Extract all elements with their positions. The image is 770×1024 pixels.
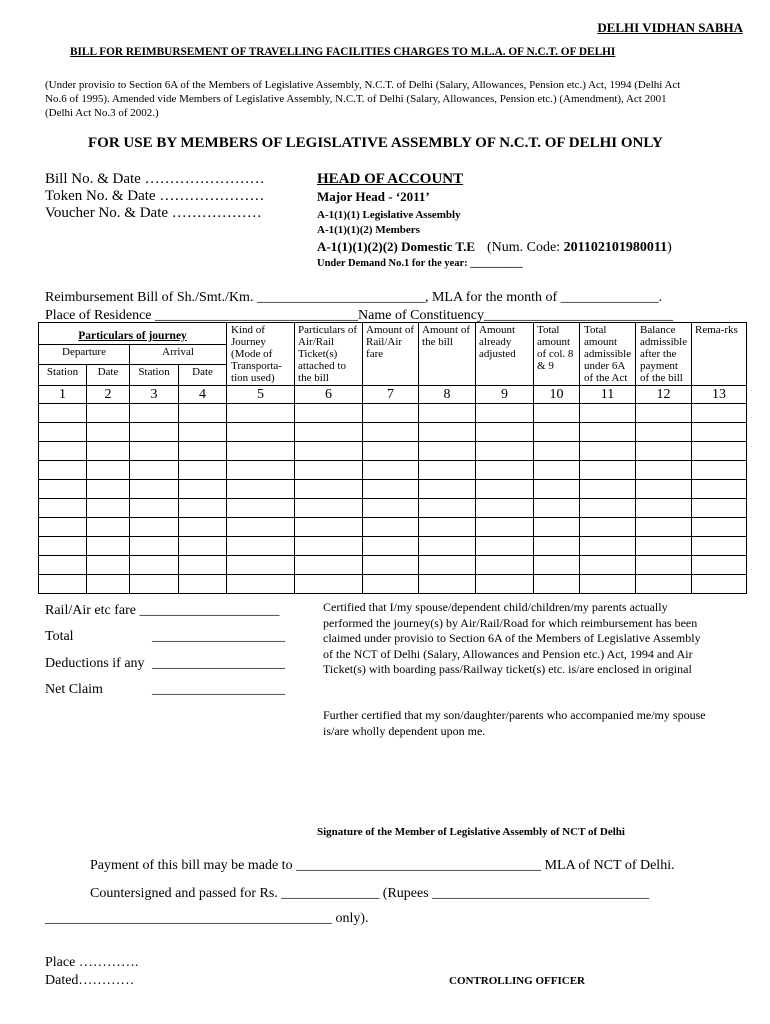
bill-title: BILL FOR REIMBURSEMENT OF TRAVELLING FACILITIES CHARGES TO M.L.A. OF N.C.T. OF DELHI — [70, 46, 616, 58]
org-name: DELHI VIDHAN SABHA — [597, 20, 743, 35]
table-cell[interactable] — [130, 461, 179, 480]
net-claim-blank[interactable]: ___________________ — [152, 682, 285, 697]
table-row — [39, 537, 747, 556]
table-cell[interactable] — [363, 499, 419, 518]
table-cell[interactable] — [363, 423, 419, 442]
table-row — [39, 518, 747, 537]
table-cell[interactable] — [179, 480, 227, 499]
table-row — [39, 442, 747, 461]
table-cell[interactable] — [476, 423, 534, 442]
table-cell[interactable] — [580, 461, 636, 480]
table-cell[interactable] — [227, 556, 295, 575]
journey-table — [38, 322, 747, 594]
table-cell[interactable] — [476, 575, 534, 594]
table-cell[interactable] — [692, 556, 747, 575]
col-number: 1 — [39, 386, 87, 404]
table-cell[interactable] — [363, 556, 419, 575]
particulars-label: Particulars of journey — [78, 329, 187, 342]
table-cell[interactable] — [692, 575, 747, 594]
controlling-officer: CONTROLLING OFFICER — [449, 975, 585, 987]
num-code-suffix: ) — [667, 240, 672, 255]
major-head: Major Head - ‘2011’ — [317, 189, 430, 204]
table-cell[interactable] — [295, 461, 363, 480]
table-cell[interactable] — [534, 556, 580, 575]
col6-header: Particulars of Air/Rail Ticket(s) attached to the bill — [295, 323, 363, 386]
arr-date-header: Date — [179, 365, 227, 386]
table-cell[interactable] — [39, 537, 87, 556]
table-cell[interactable] — [419, 423, 476, 442]
table-cell[interactable] — [636, 556, 692, 575]
table-cell[interactable] — [580, 537, 636, 556]
table-cell[interactable] — [87, 480, 130, 499]
table-cell[interactable] — [692, 537, 747, 556]
table-cell[interactable] — [363, 461, 419, 480]
table-cell[interactable] — [227, 537, 295, 556]
table-cell[interactable] — [692, 480, 747, 499]
table-cell[interactable] — [39, 461, 87, 480]
table-cell[interactable] — [179, 499, 227, 518]
table-cell[interactable] — [419, 480, 476, 499]
col13-header: Rema-rks — [692, 323, 747, 386]
col-number: 9 — [476, 386, 534, 404]
place-field[interactable]: Place …………. — [45, 955, 139, 970]
use-notice: FOR USE BY MEMBERS OF LEGISLATIVE ASSEMBLY OF N.C.T. OF DELHI ONLY — [88, 135, 663, 151]
table-cell[interactable] — [419, 461, 476, 480]
table-cell[interactable] — [87, 404, 130, 423]
col-number: 7 — [363, 386, 419, 404]
table-cell[interactable] — [227, 480, 295, 499]
table-cell[interactable] — [227, 575, 295, 594]
voucher-no-field[interactable]: Voucher No. & Date ……………… — [45, 205, 262, 221]
col-number: 4 — [179, 386, 227, 404]
table-cell[interactable] — [636, 575, 692, 594]
col-number: 12 — [636, 386, 692, 404]
num-code: 201102101980011 — [563, 240, 668, 255]
token-no-field[interactable]: Token No. & Date ………………… — [45, 188, 265, 204]
table-cell[interactable] — [580, 404, 636, 423]
table-cell[interactable] — [476, 537, 534, 556]
table-cell[interactable] — [636, 537, 692, 556]
deductions-blank[interactable]: ___________________ — [152, 656, 285, 671]
table-cell[interactable] — [130, 404, 179, 423]
table-cell[interactable] — [87, 442, 130, 461]
table-cell[interactable] — [534, 461, 580, 480]
net-claim-label: Net Claim — [45, 682, 103, 697]
table-cell[interactable] — [419, 556, 476, 575]
total-blank[interactable]: ___________________ — [152, 629, 285, 644]
table-cell[interactable] — [130, 442, 179, 461]
bill-numbers — [45, 171, 265, 222]
table-cell[interactable] — [130, 480, 179, 499]
reimbursement-line[interactable]: Reimbursement Bill of Sh./Smt./Km. ________________________, MLA for the month of ______________. — [45, 290, 663, 305]
table-cell[interactable] — [476, 499, 534, 518]
table-row — [39, 423, 747, 442]
col11-header: Total amount admissible under 6A of the Act — [580, 323, 636, 386]
departure-header: Departure — [39, 344, 130, 365]
col-number: 5 — [227, 386, 295, 404]
dep-date-header: Date — [87, 365, 130, 386]
table-cell[interactable] — [227, 461, 295, 480]
table-cell[interactable] — [534, 575, 580, 594]
table-cell[interactable] — [534, 404, 580, 423]
table-cell[interactable] — [363, 442, 419, 461]
table-row — [39, 404, 747, 423]
table-cell[interactable] — [692, 442, 747, 461]
table-cell[interactable] — [419, 518, 476, 537]
total-label: Total — [45, 629, 74, 644]
col9-header: Amount already adjusted — [476, 323, 534, 386]
account-title: HEAD OF ACCOUNT — [317, 171, 464, 187]
table-cell[interactable] — [534, 518, 580, 537]
table-cell[interactable] — [39, 480, 87, 499]
table-cell[interactable] — [87, 556, 130, 575]
table-cell[interactable] — [130, 575, 179, 594]
table-row — [39, 575, 747, 594]
table-cell[interactable] — [130, 518, 179, 537]
arrival-header: Arrival — [130, 344, 227, 365]
col10-header: Total amount of col. 8 & 9 — [534, 323, 580, 386]
table-cell[interactable] — [39, 499, 87, 518]
table-header-row — [39, 323, 747, 345]
payment-line[interactable]: Payment of this bill may be made to ___________________________________ MLA of NCT of Delhi. — [90, 858, 675, 873]
table-cell[interactable] — [476, 442, 534, 461]
table-cell[interactable] — [534, 499, 580, 518]
table-cell[interactable] — [476, 556, 534, 575]
table-cell[interactable] — [636, 499, 692, 518]
table-cell[interactable] — [580, 556, 636, 575]
table-cell[interactable] — [227, 423, 295, 442]
table-cell[interactable] — [227, 518, 295, 537]
table-cell[interactable] — [476, 480, 534, 499]
col8-header: Amount of the bill — [419, 323, 476, 386]
table-cell[interactable] — [87, 518, 130, 537]
table-row — [39, 556, 747, 575]
table-cell[interactable] — [130, 556, 179, 575]
table-cell[interactable] — [476, 518, 534, 537]
table-cell[interactable] — [39, 518, 87, 537]
table-cell[interactable] — [636, 423, 692, 442]
table-cell[interactable] — [534, 537, 580, 556]
certificate-para-1: Certified that I/my spouse/dependent child/children/my parents actually performed the journey(s) by Air/Rail/Road for which reimbursement has been claimed under provisio to Section 6A of the Members of Legislative Assembly of the NCT of Delhi (Salary, Allowances and Pension etc.) Act, 1994 and Air Ticket(s) with boarding pass/Railway ticket(s) etc. is/are enclosed in original — [323, 600, 701, 676]
table-cell[interactable] — [179, 442, 227, 461]
table-cell[interactable] — [692, 404, 747, 423]
table-cell[interactable] — [363, 518, 419, 537]
table-cell[interactable] — [179, 404, 227, 423]
table-row — [39, 499, 747, 518]
table-cell[interactable] — [636, 518, 692, 537]
col-number: 13 — [692, 386, 747, 404]
table-cell[interactable] — [419, 499, 476, 518]
deductions-label: Deductions if any — [45, 656, 145, 671]
table-cell[interactable] — [295, 575, 363, 594]
table-cell[interactable] — [363, 575, 419, 594]
table-cell[interactable] — [87, 537, 130, 556]
table-cell[interactable] — [419, 404, 476, 423]
arr-station-header: Station — [130, 365, 179, 386]
table-cell[interactable] — [39, 423, 87, 442]
provisio-line-2: No.6 of 1995). Amended vide Members of Legislative Assembly, N.C.T. of Delhi (Salary, Allowances, Pension etc.) (Amendment), Act 2001 — [45, 93, 667, 105]
particulars-header — [39, 323, 227, 345]
column-number-row — [39, 386, 747, 404]
table-cell[interactable] — [534, 442, 580, 461]
table-cell[interactable] — [87, 423, 130, 442]
table-cell[interactable] — [295, 442, 363, 461]
table-cell[interactable] — [534, 423, 580, 442]
table-cell[interactable] — [636, 442, 692, 461]
table-cell[interactable] — [636, 404, 692, 423]
table-cell[interactable] — [295, 404, 363, 423]
col-number: 11 — [580, 386, 636, 404]
account-line-2: A-1(1)(1)(2) Members — [317, 224, 420, 236]
table-cell[interactable] — [87, 461, 130, 480]
col7-header: Amount of Rail/Air fare — [363, 323, 419, 386]
col12-header: Balance admissible after the payment of the bill — [636, 323, 692, 386]
table-cell[interactable] — [295, 480, 363, 499]
table-cell[interactable] — [692, 461, 747, 480]
signature-label: Signature of the Member of Legislative Assembly of NCT of Delhi — [317, 826, 625, 838]
col5-header: Kind of Journey (Mode of Transporta-tion used) — [227, 323, 295, 386]
table-cell[interactable] — [534, 480, 580, 499]
table-cell[interactable] — [39, 442, 87, 461]
table-cell[interactable] — [692, 518, 747, 537]
table-cell[interactable] — [179, 556, 227, 575]
table-cell[interactable] — [476, 404, 534, 423]
table-cell[interactable] — [363, 537, 419, 556]
demand-line: Under Demand No.1 for the year: __________ — [317, 258, 523, 269]
table-row — [39, 461, 747, 480]
table-cell[interactable] — [39, 404, 87, 423]
table-cell[interactable] — [363, 404, 419, 423]
col-number: 6 — [295, 386, 363, 404]
table-cell[interactable] — [295, 537, 363, 556]
table-cell[interactable] — [419, 537, 476, 556]
table-cell[interactable] — [130, 537, 179, 556]
col-number: 10 — [534, 386, 580, 404]
table-cell[interactable] — [179, 537, 227, 556]
provisio-line-1: (Under provisio to Section 6A of the Members of Legislative Assembly, N.C.T. of Delhi (Salary, Allowances, Pension etc.) Act, 1994 (Delhi Act — [45, 79, 681, 91]
table-cell[interactable] — [636, 480, 692, 499]
head-of-account — [317, 170, 757, 271]
domestic-te: A-1(1)(1)(2)(2) Domestic T.E — [317, 239, 475, 254]
table-cell[interactable] — [130, 423, 179, 442]
provisio-text — [45, 78, 745, 120]
dep-station-header: Station — [39, 365, 87, 386]
account-line-1: A-1(1)(1) Legislative Assembly — [317, 209, 461, 221]
only-line[interactable]: _________________________________________ only). — [45, 911, 369, 926]
col-number: 3 — [130, 386, 179, 404]
table-cell[interactable] — [580, 499, 636, 518]
rail-fare-field[interactable]: Rail/Air etc fare ____________________ — [45, 603, 280, 618]
bill-no-field[interactable]: Bill No. & Date …………………… — [45, 171, 265, 187]
table-cell[interactable] — [295, 499, 363, 518]
table-cell[interactable] — [39, 556, 87, 575]
table-cell[interactable] — [580, 518, 636, 537]
table-cell[interactable] — [692, 499, 747, 518]
table-cell[interactable] — [179, 461, 227, 480]
table-cell[interactable] — [295, 423, 363, 442]
table-cell[interactable] — [39, 575, 87, 594]
dated-field[interactable]: Dated………… — [45, 973, 135, 988]
table-cell[interactable] — [227, 404, 295, 423]
table-cell[interactable] — [692, 423, 747, 442]
num-code-prefix: (Num. Code: — [487, 240, 564, 255]
col-number: 2 — [87, 386, 130, 404]
col-number: 8 — [419, 386, 476, 404]
table-cell[interactable] — [179, 423, 227, 442]
certificate-para-2: Further certified that my son/daughter/parents who accompanied me/my spouse is/are wholly dependent upon me. — [323, 708, 706, 738]
table-cell[interactable] — [476, 461, 534, 480]
provisio-line-3: (Delhi Act No.3 of 2002.) — [45, 107, 159, 119]
account-line-3 — [317, 238, 757, 256]
table-cell[interactable] — [580, 423, 636, 442]
table-cell[interactable] — [179, 518, 227, 537]
table-cell[interactable] — [363, 480, 419, 499]
table-cell[interactable] — [227, 442, 295, 461]
table-cell[interactable] — [580, 575, 636, 594]
table-cell[interactable] — [580, 480, 636, 499]
table-cell[interactable] — [419, 442, 476, 461]
table-cell[interactable] — [227, 499, 295, 518]
table-cell[interactable] — [295, 518, 363, 537]
table-cell[interactable] — [419, 575, 476, 594]
table-cell[interactable] — [87, 499, 130, 518]
residence-line[interactable]: Place of Residence _____________________________Name of Constituency___________________________ — [45, 308, 673, 323]
table-cell[interactable] — [179, 575, 227, 594]
table-cell[interactable] — [130, 499, 179, 518]
table-cell[interactable] — [295, 556, 363, 575]
table-cell[interactable] — [636, 461, 692, 480]
table-cell[interactable] — [580, 442, 636, 461]
countersigned-line[interactable]: Countersigned and passed for Rs. ______________ (Rupees _______________________________ — [90, 886, 650, 901]
table-cell[interactable] — [87, 575, 130, 594]
table-row — [39, 480, 747, 499]
